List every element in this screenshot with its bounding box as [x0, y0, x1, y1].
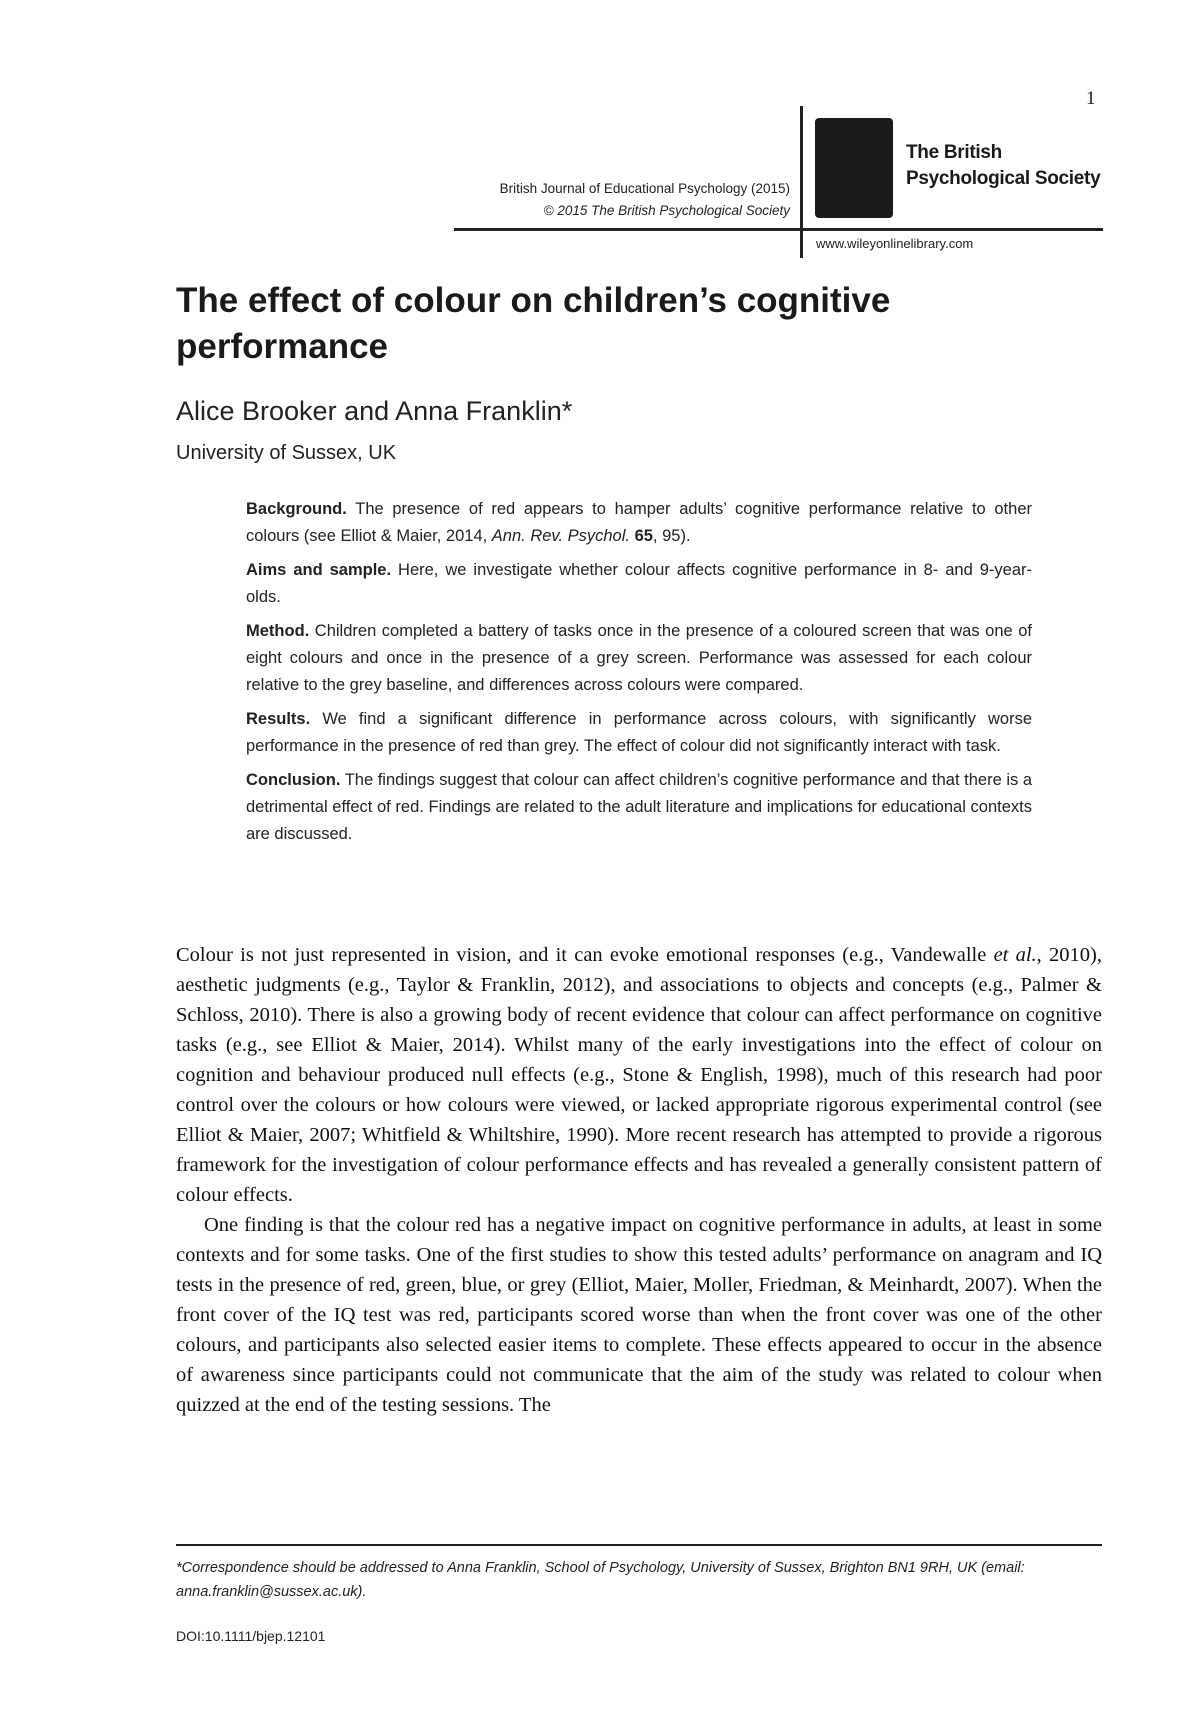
- results-label: Results.: [246, 710, 311, 728]
- abstract-results: [246, 706, 1032, 760]
- et-al: et al.: [993, 944, 1037, 966]
- page-number: 1: [1086, 88, 1096, 109]
- paragraph-text: Colour is not just represented in vision, and it can evoke emotional responses (e.g., Vandewalle: [176, 944, 994, 966]
- background-label: Background.: [246, 500, 347, 518]
- copyright-notice: © 2015 The British Psychological Society: [543, 203, 790, 218]
- journal-citation: British Journal of Educational Psychology (2015): [499, 181, 790, 196]
- paragraph-text-cont: , 2010), aesthetic judgments (e.g., Taylor & Franklin, 2012), and associations to objects and concepts (e.g., Palmer & Schloss, 2010). There is also a growing body of recent evidence that colour can affect performance on cognitive tasks (e.g., see Elliot & Maier, 2014). Whilst many of the early investigations into the effect of colour on cognition and behaviour produced null effects (e.g., Stone & English, 1998), much of this research had poor control over the colours or how colours were viewed, or lacked appropriate rigorous experimental control (see Elliot & Maier, 2007; Whitfield & Whiltshire, 1990). More recent research has attempted to provide a rigorous framework for the investigation of colour performance effects and has revealed a generally consistent pattern of colour effects.: [176, 944, 1102, 1206]
- correspondence-footnote: *Correspondence should be addressed to Anna Franklin, School of Psychology, University of Sussex, Brighton BN1 9RH, UK (email: anna.franklin@sussex.ac.uk).: [176, 1560, 1025, 1600]
- bps-logo-icon: [815, 118, 893, 218]
- conclusion-label: Conclusion.: [246, 771, 341, 789]
- cited-journal: Ann. Rev. Psychol.: [491, 527, 630, 545]
- header-divider: [800, 106, 803, 258]
- cited-volume: 65: [634, 527, 653, 545]
- society-name: [906, 140, 1100, 192]
- doi: DOI:10.1111/bjep.12101: [176, 1628, 326, 1644]
- authors: Alice Brooker and Anna Franklin*: [176, 396, 573, 426]
- society-name-line2: Psychological Society: [906, 168, 1101, 189]
- aims-text: Here, we investigate whether colour affects cognitive performance in 8- and 9-year-olds.: [246, 561, 1032, 606]
- paragraph: [176, 940, 1102, 1210]
- society-name-line1: The British: [906, 142, 1002, 163]
- footnote-rule: [176, 1544, 1102, 1546]
- cited-pages: , 95).: [652, 527, 691, 545]
- paper-title: The effect of colour on children’s cognitive performance: [176, 281, 891, 366]
- method-label: Method.: [246, 622, 310, 640]
- abstract-aims: [246, 557, 1032, 611]
- background-text: The presence of red appears to hamper adults’ cognitive performance relative to other colours (see Elliot & Maier, 2014,: [246, 500, 1032, 545]
- abstract-method: [246, 618, 1032, 699]
- header-rule-right: [803, 228, 1103, 231]
- body-text: [176, 940, 1102, 1420]
- method-text: Children completed a battery of tasks once in the presence of a coloured screen that was one of eight colours and once in the presence of a grey screen. Performance was assessed for each colour relative to the grey baseline, and differences across colours were compared.: [246, 622, 1032, 694]
- results-text: We find a significant difference in performance across colours, with significantly worse performance in the presence of red than grey. The effect of colour did not significantly interact with task.: [246, 710, 1032, 755]
- abstract: [246, 496, 1032, 855]
- abstract-conclusion: [246, 767, 1032, 848]
- abstract-background: [246, 496, 1032, 550]
- aims-label: Aims and sample.: [246, 561, 392, 579]
- paragraph-2: One finding is that the colour red has a negative impact on cognitive performance in adults, at least in some contexts and for some tasks. One of the first studies to show this tested adults’ performance on anagram and IQ tests in the presence of red, green, blue, or grey (Elliot, Maier, Moller, Friedman, & Meinhardt, 2007). When the front cover of the IQ test was red, participants scored worse than when the front cover was one of the other colours, and participants also selected easier items to complete. These effects appeared to occur in the absence of awareness since participants could not communicate that the aim of the study was related to colour when quizzed at the end of the testing sessions. The: [176, 1214, 1102, 1416]
- journal-info: [500, 178, 790, 222]
- header-rule: [454, 228, 802, 231]
- website-link[interactable]: www.wileyonlinelibrary.com: [816, 236, 974, 251]
- conclusion-text: The findings suggest that colour can affect children’s cognitive performance and that there is a detrimental effect of red. Findings are related to the adult literature and implications for educational contexts are discussed.: [246, 771, 1033, 843]
- affiliation: University of Sussex, UK: [176, 442, 397, 464]
